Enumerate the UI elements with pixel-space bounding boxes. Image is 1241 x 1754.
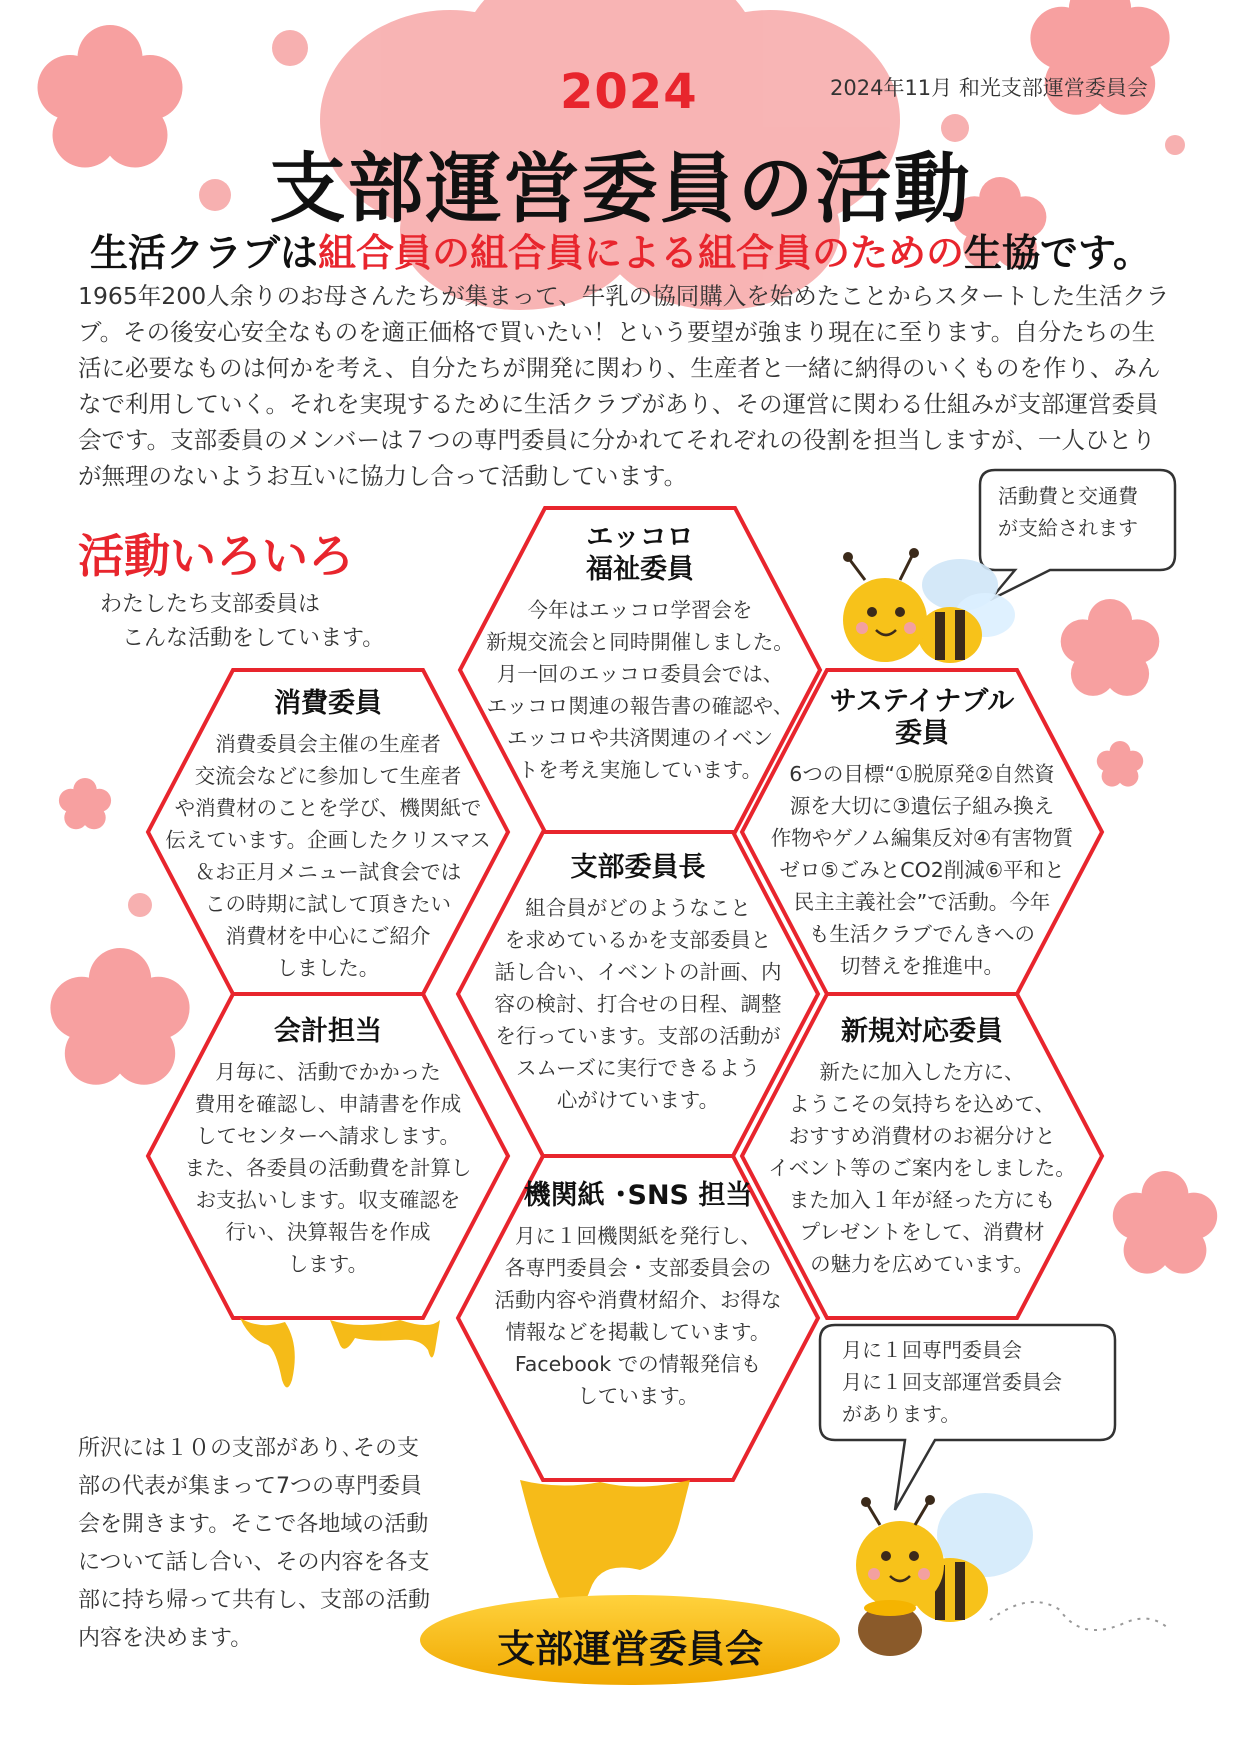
- tagline-pre: 生活クラブは: [90, 231, 319, 275]
- hex-title: 支部委員長: [570, 852, 706, 883]
- honey-label: 支部運営委員会: [496, 1627, 763, 1671]
- section-subtitle: わたしたち支部委員は こんな活動をしています。: [100, 592, 385, 651]
- hex-title: エッコロ 福祉委員: [586, 522, 694, 585]
- hex-accounting: [150, 1016, 506, 1280]
- bubble-bottom-text: 月に１回専門委員会 月に１回支部運営委員会 があります。: [842, 1338, 1062, 1426]
- hex-body: 消費委員会主催の生産者 交流会などに参加して生産者 や消費材のことを学び、機関紙で 伝えています。企画したクリスマス ＆お正月メニュー試食会では この時期に試して頂きたい 消費材を中心にご紹介 しました。: [165, 732, 491, 980]
- section-title: 活動いろいろ: [78, 529, 354, 583]
- hex-body: 6つの目標“①脱原発②自然資 源を大切に③遺伝子組み換え 作物やゲノム編集反対④有害物質 ゼロ⑤ごみとCO2削減⑥平和と 民主主義社会”で活動。今年 も生活クラブでんきへの 切替えを推進中。: [770, 762, 1074, 978]
- intro-paragraph: 1965年200人余りのお母さんたちが集まって、牛乳の協同購入を始めたことからスタートした生活クラブ。その後安心安全なものを適正価格で買いたい！という要望が強まり現在に至ります。自分たちの生活に必要なものは何かを考え、自分たちが開発に関わり、生産者と一緒に納得のいくものを作り、みんなで利用していく。それを実現するために生活クラブがあり、その運営に関わる仕組みが支部運営委員会です。支部委員のメンバーは７つの専門委員に分かれてそれぞれの役割を担当しますが、一人ひとりが無理のないようお互いに協力し合って活動しています。: [78, 282, 1170, 490]
- hex-title: サステイナブル 委員: [829, 686, 1015, 749]
- hex-bulletin-sns: [460, 1180, 816, 1412]
- hex-body: 組合員がどのようなこと を求めているかを支部委員と 話し合い、イベントの計画、内 容の検討、打合せの日程、調整 を行っています。支部の活動が スムーズに実行できるよう 心がけています。: [494, 896, 782, 1112]
- hex-body: 月に１回機関紙を発行し、 各専門委員会・支部委員会の 活動内容や消費材紹介、お得な 情報などを掲載しています。 Facebook での情報発信も しています。: [494, 1224, 782, 1408]
- page-title: 支部運営委員の活動: [269, 144, 972, 233]
- hex-body: 今年はエッコロ学習会を 新規交流会と同時開催しました。 月一回のエッコロ委員会では、 エッコロ関連の報告書の確認や、 エッコロや共済関連のイベン トを考え実施しています。: [486, 598, 794, 782]
- hex-body: 月毎に、活動でかかった 費用を確認し、申請書を作成 してセンターへ請求します。 また、各委員の活動費を計算し お支払いします。収支確認を 行い、決算報告を作成 します。: [184, 1060, 472, 1276]
- bubble-top-text: 活動費と交通費 が支給されます: [998, 484, 1138, 540]
- year-label: 2024: [560, 64, 698, 120]
- hex-title: 機関紙 ･SNS 担当: [523, 1180, 753, 1211]
- hex-title: 消費委員: [274, 688, 382, 719]
- hex-body: 新たに加入した方に、 ようこその気持ちを込めて、 おすすめ消費材のお裾分けと イベント等のご案内をしました。 また加入１年が経った方にも プレゼントをして、消費材 の魅力を広めています。: [768, 1060, 1076, 1276]
- tagline-highlight: 組合員の組合員による組合員のための: [318, 231, 965, 275]
- hex-title: 新規対応委員: [841, 1016, 1003, 1047]
- tagline-post: 生協です。: [964, 231, 1151, 275]
- bee-with-honey-pot-icon: [856, 1493, 1170, 1656]
- bottom-note: 所沢には１０の支部があり､その支部の代表が集まって7つの専門委員会を開きます。そこで各地域の活動について話し合い、その内容を各支部に持ち帰って共有し、支部の活動内容を決めます。: [78, 1436, 431, 1651]
- issue-date: 2024年11月 和光支部運営委員会: [830, 76, 1148, 100]
- hex-consumption-committee: [150, 688, 506, 984]
- tagline: [90, 222, 1151, 277]
- hex-title: 会計担当: [274, 1016, 382, 1047]
